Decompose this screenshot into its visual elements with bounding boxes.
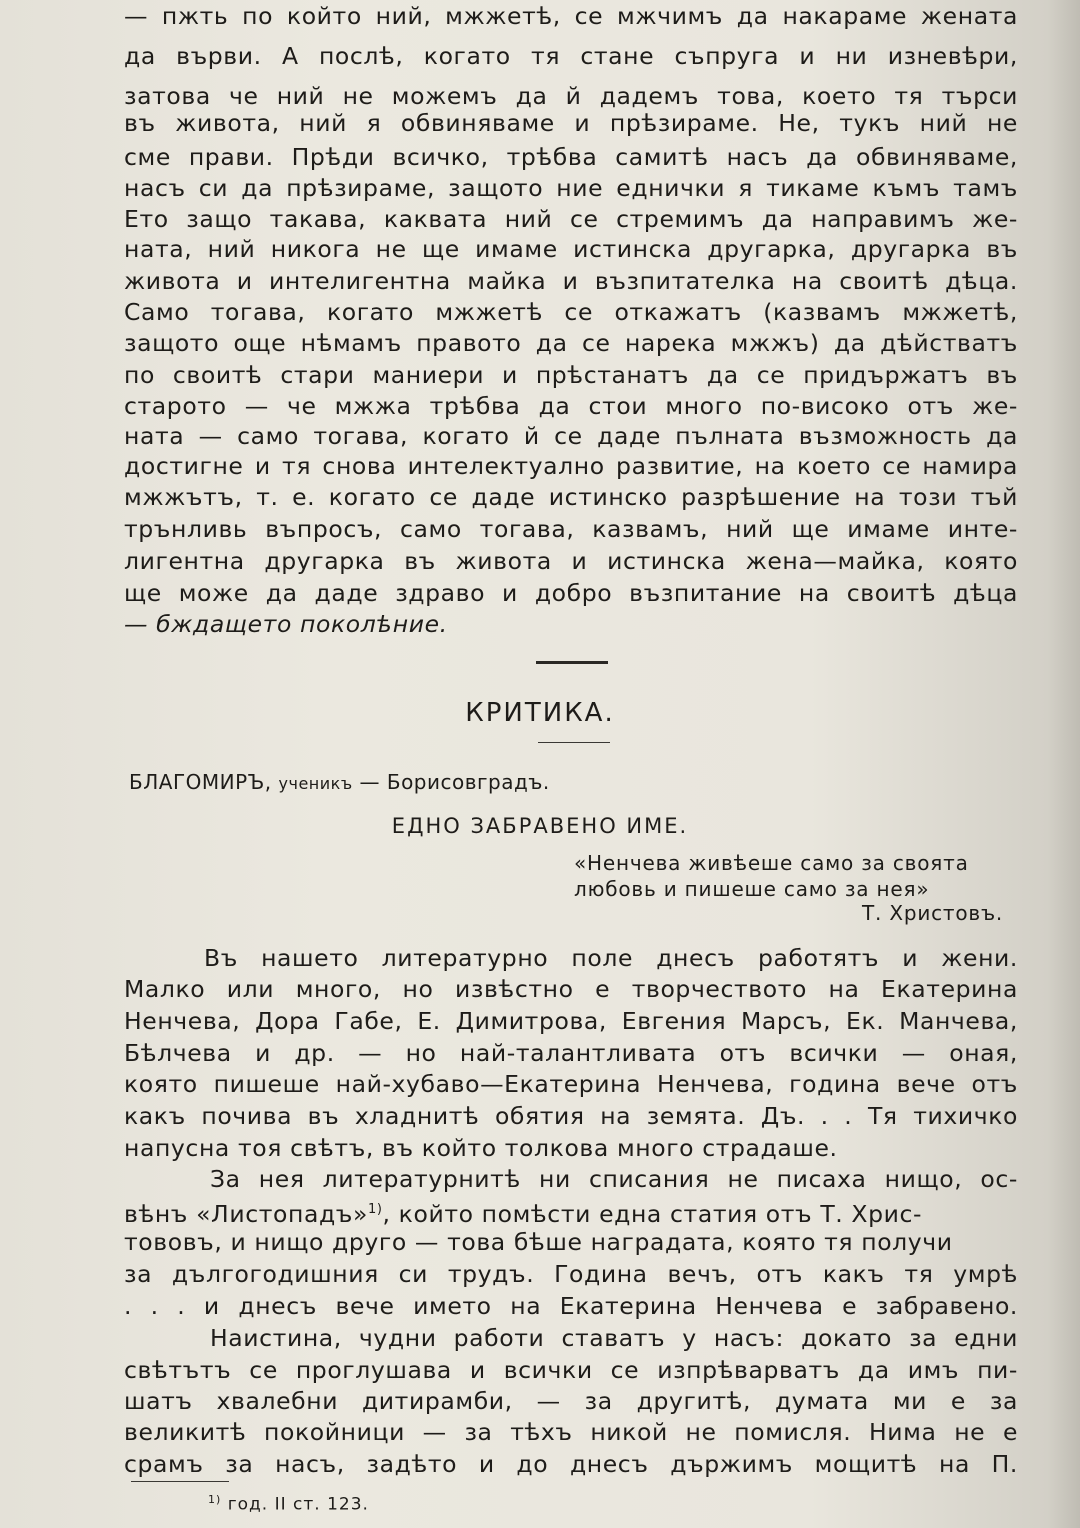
text-line: затова че ний не можемъ да й дадемъ това, което тя търси	[124, 82, 1018, 110]
text-line: Бѣлчева и др. — но най-талантливата отъ всички — оная,	[124, 1039, 1018, 1067]
text-line-closing: — бждащето поколѣние.	[124, 610, 448, 638]
author-role: ученикъ	[278, 774, 353, 793]
text-fragment: , който помѣсти една статия отъ Т. Хрис-	[382, 1199, 923, 1228]
text-line: лигентна другарка въ живота и истинска жена—майка, която	[124, 547, 1018, 575]
section-heading: КРИТИКА.	[465, 698, 615, 728]
epigraph-author: Т. Христовъ.	[862, 901, 1004, 925]
text-line: достигне и тя снова интелектуално развитие, на което се намира	[124, 452, 1018, 480]
text-line: въ живота, ний я обвиняваме и прѣзираме. Не, тукъ ний не	[124, 109, 1018, 137]
footnote-divider	[131, 1481, 229, 1482]
text-line: да върви. А послѣ, когато тя стане съпруга и ни изневѣри,	[124, 42, 1018, 70]
text-line: шатъ хвалебни дитирамби, — за другитѣ, думата ми е за	[124, 1387, 1018, 1415]
text-line: Малко или много, но извѣстно е творчеството на Екатерина	[124, 975, 1018, 1003]
author-line	[129, 770, 550, 794]
text-line: старото — че мжжа трѣбва да стои много по-високо отъ же-	[124, 392, 1018, 420]
text-line: великитѣ покойници — за тѣхъ никой не помисля. Нима не е	[124, 1418, 1018, 1446]
text-line: Наистина, чудни работи ставатъ у насъ: докато за едни	[210, 1324, 1018, 1352]
text-line: живота и интелигентна майка и възпитателка на своитѣ дѣца.	[124, 267, 1018, 295]
text-line: насъ си да прѣзираме, защото ние еднички я тикаме къмъ тамъ	[124, 174, 1018, 202]
text-line: какъ почива въ хладнитѣ обятия на земята. Дъ. . . Тя тихичко	[124, 1102, 1018, 1130]
text-line: която пишеше най-хубаво—Екатерина Ненчева, година вече отъ	[124, 1070, 1018, 1098]
text-line: . . . и днесъ вече името на Екатерина Ненчева е забравено.	[124, 1292, 1018, 1320]
footnote-text: год. II ст. 123.	[227, 1494, 369, 1515]
footnote-marker: 1)	[208, 1493, 222, 1506]
heading-underline	[538, 742, 610, 743]
footnote-ref: 1)	[367, 1202, 383, 1217]
footnote	[208, 1493, 369, 1515]
text-line: Ненчева, Дора Габе, Е. Димитрова, Евгения Марсъ, Ек. Манчева,	[124, 1007, 1018, 1035]
text-line: Само тогава, когато мжжетѣ се откажатъ (казвамъ мжжетѣ,	[124, 298, 1018, 326]
author-name: БЛАГОМИРЪ,	[129, 770, 272, 794]
text-line: сме прави. Прѣди всичко, трѣбва самитѣ насъ да обвиняваме,	[124, 143, 1018, 171]
text-line: по своитѣ стари маниери и прѣстанатъ да се придържатъ въ	[124, 361, 1018, 389]
text-line: трънливь въпросъ, само тогава, казвамъ, ний ще имаме инте-	[124, 515, 1018, 543]
text-line: — пжть по който ний, мжжетѣ, се мжчимъ да накараме жената	[124, 2, 1018, 30]
text-line: Ето защо такава, каквата ний се стремимъ да направимъ же-	[124, 205, 1018, 233]
article-title: ЕДНО ЗАБРАВЕНО ИМЕ.	[391, 814, 689, 838]
text-line-with-footnote	[124, 1194, 1018, 1226]
text-line: За нея литературнитѣ ни списания не писаха нищо, ос-	[210, 1165, 1018, 1193]
text-line: ще може да даде здраво и добро възпитание на своитѣ дѣца	[124, 579, 1018, 607]
text-line: мжжътъ, т. е. когато се даде истинско разрѣшение на този тъй	[124, 483, 1018, 511]
text-line: срамъ за насъ, задѣто и до днесъ държимъ мощитѣ на П.	[124, 1450, 1018, 1478]
epigraph-line: «Ненчева живѣеше само за своята	[574, 851, 969, 875]
text-line: за дългогодишния си трудъ. Година вечъ, отъ какъ тя умрѣ	[124, 1260, 1018, 1288]
text-line: напусна тоя свѣтъ, въ който толкова много страдаше.	[124, 1134, 838, 1162]
text-line: Въ нашето литературно поле днесъ работятъ и жени.	[204, 944, 1018, 972]
text-fragment: овъ, и нищо друго — това бѣше наградата, която тя получи	[167, 1228, 953, 1256]
text-line	[124, 1226, 1018, 1258]
text-fragment: вѣнъ «Листопадъ»	[124, 1199, 368, 1228]
text-line: свѣтътъ се проглушава и всички се изпрѣварватъ да имъ пи-	[124, 1356, 1018, 1384]
epigraph-line: любовь и пишеше само за нея»	[574, 877, 930, 901]
text-fragment: тов	[124, 1228, 168, 1256]
section-divider	[536, 661, 608, 664]
text-line: ната, ний никога не ще имаме истинска другарка, другарка въ	[124, 235, 1018, 263]
text-line: ната — само тогава, когато й се даде пълната възможность да	[124, 422, 1018, 450]
author-place: — Борисовградъ.	[359, 770, 550, 794]
text-line: защото още нѣмамъ правото да се нарека мжжъ) да дѣйстватъ	[124, 329, 1018, 357]
